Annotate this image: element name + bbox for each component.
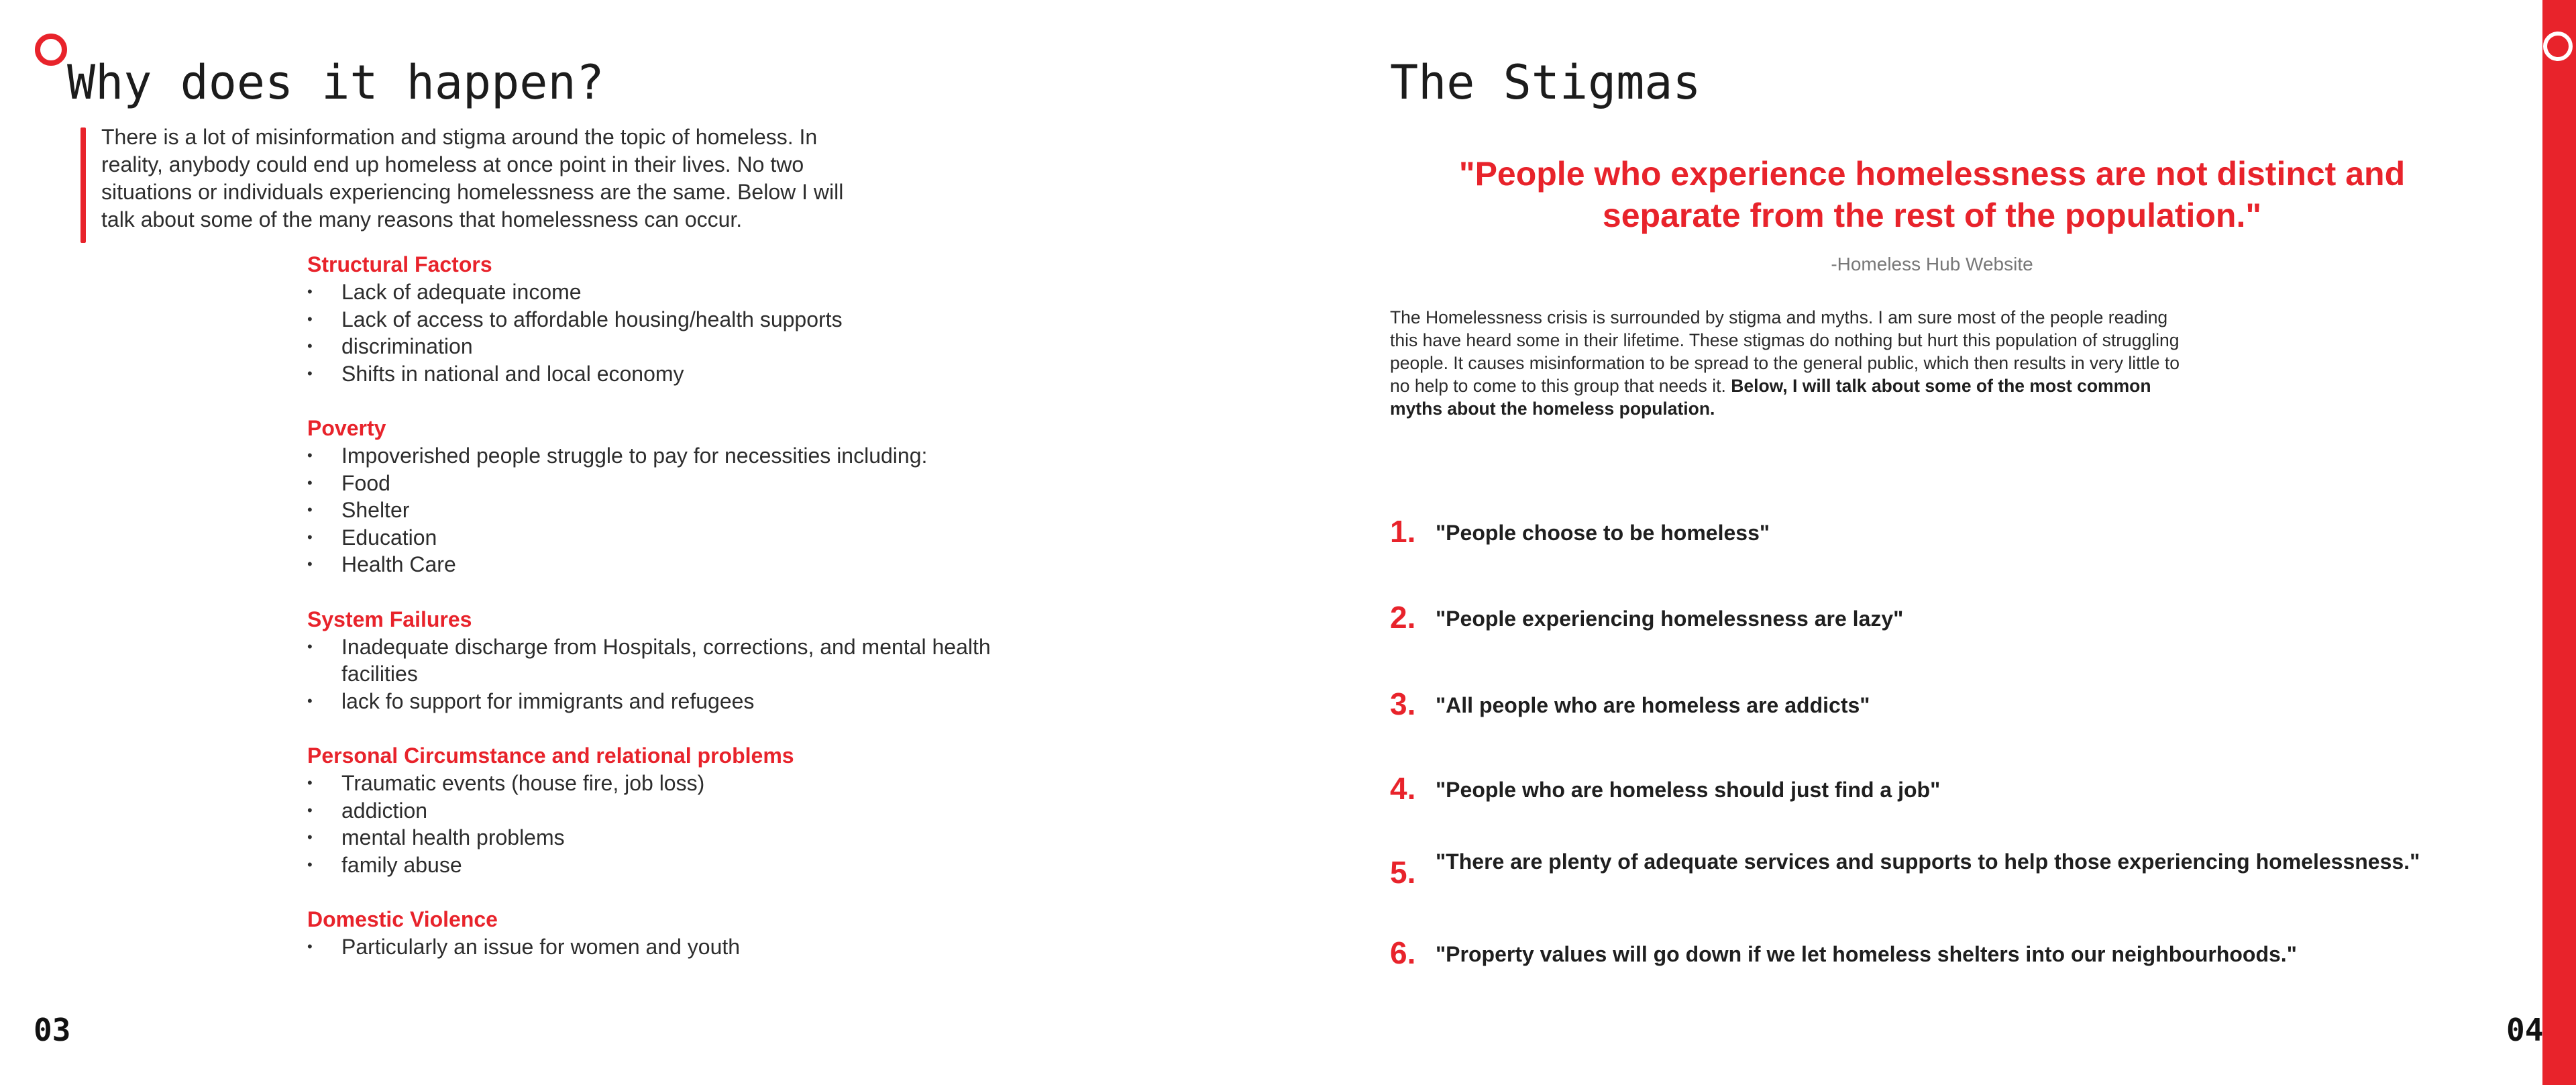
section-heading: System Failures — [307, 607, 472, 631]
myth-text: "People experiencing homelessness are lazy" — [1436, 607, 1904, 631]
myth-text: "Property values will go down if we let homeless shelters into our neighbourhoods." — [1436, 942, 2297, 966]
list-item: • family abuse — [307, 851, 1005, 879]
section-heading: Structural Factors — [307, 252, 492, 276]
cause-section — [307, 606, 1005, 715]
cause-section — [307, 906, 1005, 961]
list-item: • Shifts in national and local economy — [307, 360, 1005, 388]
section-heading: Personal Circumstance and relational problems — [307, 743, 794, 768]
list-item: • Health Care — [307, 551, 1005, 578]
myth-number: 6. — [1390, 935, 1416, 970]
cause-section — [307, 742, 1005, 878]
bullet-list — [307, 442, 1005, 578]
myth-number: 2. — [1390, 600, 1416, 635]
list-item: • Lack of adequate income — [307, 278, 1005, 306]
myth-text: "There are plenty of adequate services and supports to help those experiencing homelessness." — [1436, 849, 2420, 874]
bullet-list — [307, 933, 1005, 961]
myth-text: "People choose to be homeless" — [1436, 521, 1770, 545]
list-item: • Shelter — [307, 497, 1005, 524]
list-item: • discrimination — [307, 333, 1005, 360]
list-item: • Particularly an issue for women and youth — [307, 933, 1005, 961]
myth-number: 3. — [1390, 686, 1416, 721]
bullet-list — [307, 770, 1005, 878]
pull-quote: "People who experience homelessness are not distinct and separate from the rest of the population." — [1458, 155, 2406, 234]
list-item: • Traumatic events (house fire, job loss) — [307, 770, 1005, 797]
causes-list — [307, 251, 1005, 988]
left-page-title: Why does it happen? — [67, 55, 604, 110]
list-item: • Inadequate discharge from Hospitals, corrections, and mental health facilities — [307, 633, 1005, 688]
myth-number: 5. — [1390, 855, 1416, 890]
myth-text: "All people who are homeless are addicts" — [1436, 693, 1870, 717]
list-item: • mental health problems — [307, 824, 1005, 851]
myth-number: 4. — [1390, 771, 1416, 806]
page-number-left: 03 — [34, 1012, 71, 1048]
list-item: • Lack of access to affordable housing/health supports — [307, 306, 1005, 333]
cause-section — [307, 415, 1005, 578]
list-item: • lack fo support for immigrants and refugees — [307, 688, 1005, 715]
intro-paragraph: There is a lot of misinformation and stigma around the topic of homeless. In reality, anybody could end up homeless at once point in their lives. No two situations or individuals experiencing homelessness are the same. Below I will talk about some of the many reasons that homelessness can occur. — [101, 125, 844, 231]
stigma-paragraph — [1390, 306, 2182, 420]
section-heading: Poverty — [307, 416, 386, 440]
bullet-list — [307, 278, 1005, 387]
quote-attribution: -Homeless Hub Website — [1831, 254, 2033, 274]
body-text-bold: Below, I will talk about some of the most common myths about the homeless population. — [1390, 376, 2151, 419]
section-heading: Domestic Violence — [307, 907, 498, 931]
list-item: • addiction — [307, 797, 1005, 825]
right-page-title: The Stigmas — [1390, 55, 1701, 110]
list-item: • Education — [307, 524, 1005, 552]
myth-number: 1. — [1390, 514, 1416, 549]
body-text: The Homelessness crisis is surrounded by stigma and myths. I am sure most of the people reading this have heard some in their lifetime. These stigmas do nothing but hurt this population of struggling people. It causes misinformation to be spread to the general public, which then results in very little to no help to come to this group that needs it. — [1390, 307, 2180, 396]
circle-ring-icon — [2543, 32, 2573, 61]
list-item: • Food — [307, 470, 1005, 497]
intro-accent-bar — [80, 127, 86, 243]
right-edge-bar — [2542, 0, 2576, 1085]
list-item: • Impoverished people struggle to pay for necessities including: — [307, 442, 1005, 470]
bullet-list — [307, 633, 1005, 715]
page-number-right: 04 — [2506, 1012, 2544, 1048]
cause-section — [307, 251, 1005, 387]
myth-text: "People who are homeless should just find a job" — [1436, 778, 1941, 802]
circle-ring-icon — [35, 34, 67, 66]
